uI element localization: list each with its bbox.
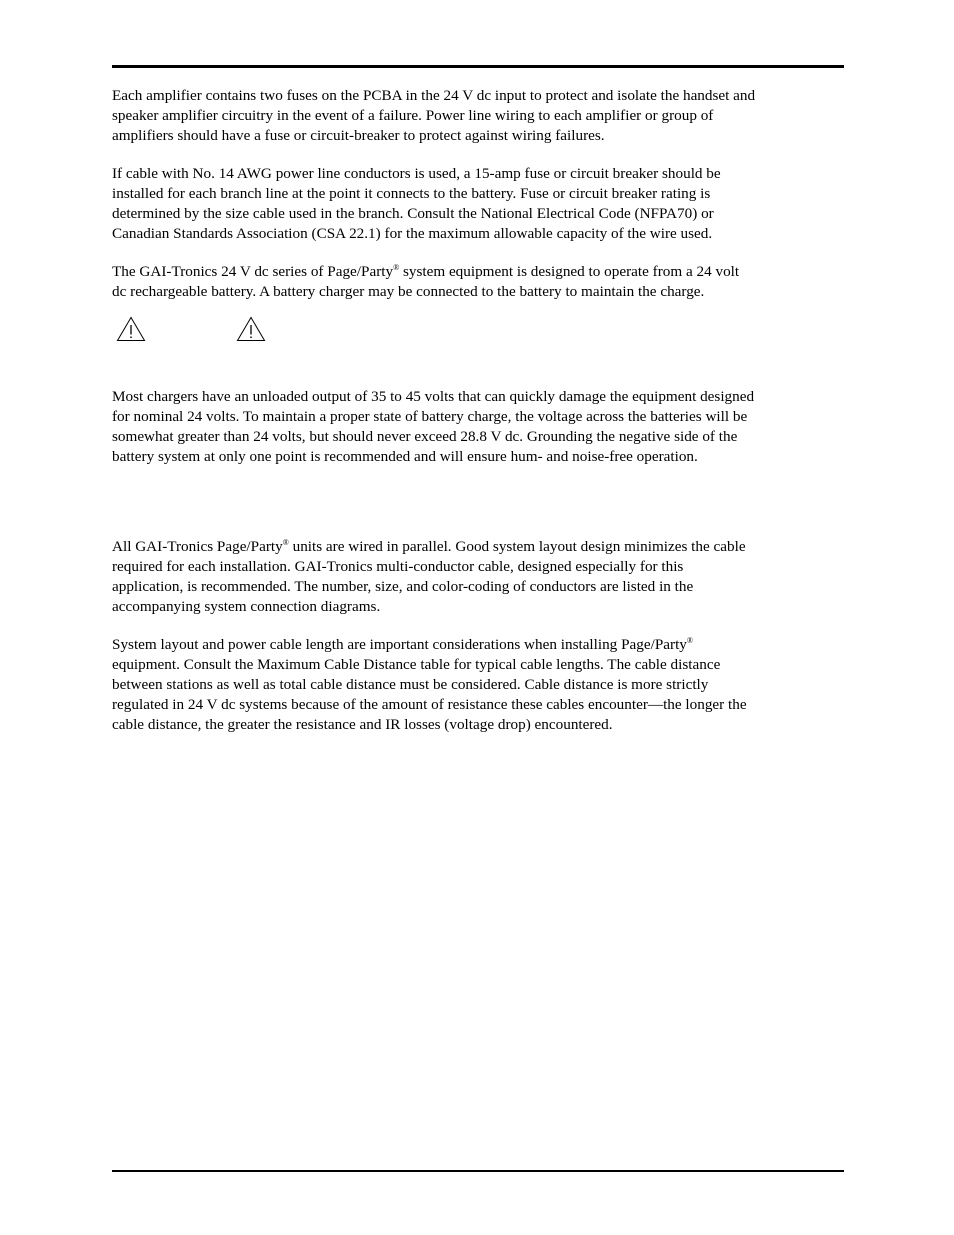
paragraph-charger-voltage — [112, 387, 847, 467]
text-line: required for each installation. GAI-Tronics multi-conductor cable, designed especially for this — [112, 558, 684, 575]
text-line: battery system at only one point is recommended and will ensure hum- and noise-free operation. — [112, 448, 698, 465]
text-line: installed for each branch line at the point it connects to the battery. Fuse or circuit breaker rating is — [112, 185, 711, 202]
text-line: determined by the size cable used in the branch. Consult the National Electrical Code (NFPA70) or — [112, 205, 714, 222]
text-line: regulated in 24 V dc systems because of the amount of resistance these cables encounter—the longer the — [112, 696, 747, 713]
registered-mark: ® — [282, 538, 289, 547]
warning-triangle-icon — [116, 316, 146, 342]
text-line: If cable with No. 14 AWG power line conductors is used, a 15-amp fuse or circuit breaker should be — [112, 165, 721, 182]
paragraph-amplifier-fuses — [112, 86, 847, 146]
text-line: All GAI-Tronics Page/Party® units are wired in parallel. Good system layout design minimizes the cable — [112, 538, 746, 555]
registered-mark: ® — [686, 636, 693, 645]
registered-mark: ® — [393, 263, 400, 272]
header-rule — [112, 65, 844, 68]
text-line: cable distance, the greater the resistance and IR losses (voltage drop) encountered. — [112, 716, 613, 733]
paragraph-cable-distance — [112, 635, 847, 735]
text-line: The GAI-Tronics 24 V dc series of Page/Party® system equipment is designed to operate from a 24 volt — [112, 263, 740, 280]
warning-triangle-icon — [236, 316, 266, 342]
footer-rule — [112, 1170, 844, 1172]
text-line: equipment. Consult the Maximum Cable Distance table for typical cable lengths. The cable distance — [112, 656, 721, 673]
text-line: between stations as well as total cable distance must be considered. Cable distance is more strictly — [112, 676, 709, 693]
text-line: accompanying system connection diagrams. — [112, 598, 381, 615]
text-line: Each amplifier contains two fuses on the PCBA in the 24 V dc input to protect and isolate the handset and — [112, 87, 756, 104]
text-line: somewhat greater than 24 volts, but should never exceed 28.8 V dc. Grounding the negative side of the — [112, 428, 738, 445]
text-line: for nominal 24 volts. To maintain a proper state of battery charge, the voltage across the batteries will be — [112, 408, 748, 425]
paragraph-cable-fuse-rating — [112, 164, 847, 244]
paragraph-parallel-wiring — [112, 537, 847, 617]
text-line: application, is recommended. The number, size, and color-coding of conductors are listed in the — [112, 578, 694, 595]
text-line: System layout and power cable length are important considerations when installing Page/Party® — [112, 636, 693, 653]
text-line: Most chargers have an unloaded output of 35 to 45 volts that can quickly damage the equipment designed — [112, 388, 755, 405]
text-line: amplifiers should have a fuse or circuit-breaker to protect against wiring failures. — [112, 127, 605, 144]
text-line: Canadian Standards Association (CSA 22.1) for the maximum allowable capacity of the wire used. — [112, 225, 713, 242]
text-line: speaker amplifier circuitry in the event of a failure. Power line wiring to each amplifier or group of — [112, 107, 714, 124]
paragraph-battery-operation — [112, 262, 847, 302]
text-line: dc rechargeable battery. A battery charger may be connected to the battery to maintain the charge. — [112, 283, 705, 300]
